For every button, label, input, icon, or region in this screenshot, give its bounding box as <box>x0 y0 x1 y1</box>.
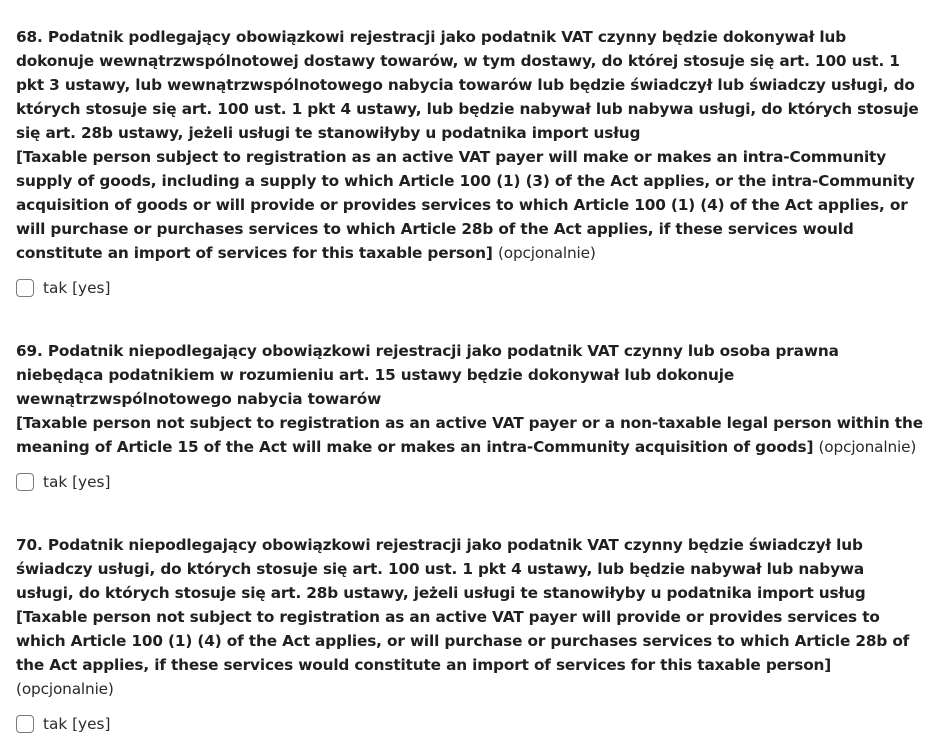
optional-label: (opcjonalnie) <box>497 244 596 262</box>
yes-checkbox-label[interactable]: tak [yes] <box>43 715 111 733</box>
question-69 <box>16 339 923 459</box>
yes-checkbox-label[interactable]: tak [yes] <box>43 279 111 297</box>
question-68-polish: 68. Podatnik podlegający obowiązkowi rejestracji jako podatnik VAT czynny będzie dokonywał lub dokonuje wewnątrzwspólnotowej dostawy towarów, w tym dostawy, do której stosuje się art. 100 ust. 1 pkt 3 ustawy, lub wewnątrzwspólnotowego nabycia towarów lub będzie świadczył lub świadczy usługi, do których stosuje się art. 100 ust. 1 pkt 4 ustawy, lub będzie nabywał lub nabywa usługi, do których stosuje się art. 28b ustawy, jeżeli usługi te stanowiłyby u podatnika import usług <box>16 28 919 142</box>
field-68 <box>16 25 923 299</box>
field-69 <box>16 339 923 493</box>
checkbox-option-68[interactable] <box>16 277 110 299</box>
question-70-polish: 70. Podatnik niepodlegający obowiązkowi rejestracji jako podatnik VAT czynny będzie świadczył lub świadczy usługi, do których stosuje się art. 100 ust. 1 pkt 4 ustawy, lub będzie nabywał lub nabywa usługi, do których stosuje się art. 28b ustawy, jeżeli usługi te stanowiłyby u podatnika import usług <box>16 536 866 602</box>
yes-checkbox-69[interactable] <box>16 473 34 491</box>
checkbox-option-70[interactable] <box>16 713 110 735</box>
question-69-english: [Taxable person not subject to registration as an active VAT payer or a non-taxable legal person within the meaning of Article 15 of the Act will make or makes an intra-Community acquisition of goods] <box>16 414 923 456</box>
field-70 <box>16 533 923 735</box>
question-69-polish: 69. Podatnik niepodlegający obowiązkowi rejestracji jako podatnik VAT czynny lub osoba prawna niebędąca podatnikiem w rozumieniu art. 15 ustawy będzie dokonywał lub dokonuje wewnątrzwspólnotowego nabycia towarów <box>16 342 839 408</box>
yes-checkbox-label[interactable]: tak [yes] <box>43 473 111 491</box>
question-68-english: [Taxable person subject to registration as an active VAT payer will make or makes an intra-Community supply of goods, including a supply to which Article 100 (1) (3) of the Act applies, or the intra-Community acquisition of goods or will provide or provides services to which Article 100 (1) (4) of the Act applies, or will purchase or purchases services to which Article 28b of the Act applies, if these services would constitute an import of services for this taxable person] <box>16 148 915 262</box>
optional-label: (opcjonalnie) <box>16 680 114 698</box>
question-70-english: [Taxable person not subject to registration as an active VAT payer will provide or provides services to which Article 100 (1) (4) of the Act applies, or will purchase or purchases services to which Article 28b of the Act applies, if these services would constitute an import of services for this taxable person] <box>16 608 910 674</box>
optional-label: (opcjonalnie) <box>818 438 917 456</box>
checkbox-option-69[interactable] <box>16 471 110 493</box>
question-68 <box>16 25 923 265</box>
question-70 <box>16 533 923 701</box>
yes-checkbox-70[interactable] <box>16 715 34 733</box>
yes-checkbox-68[interactable] <box>16 279 34 297</box>
